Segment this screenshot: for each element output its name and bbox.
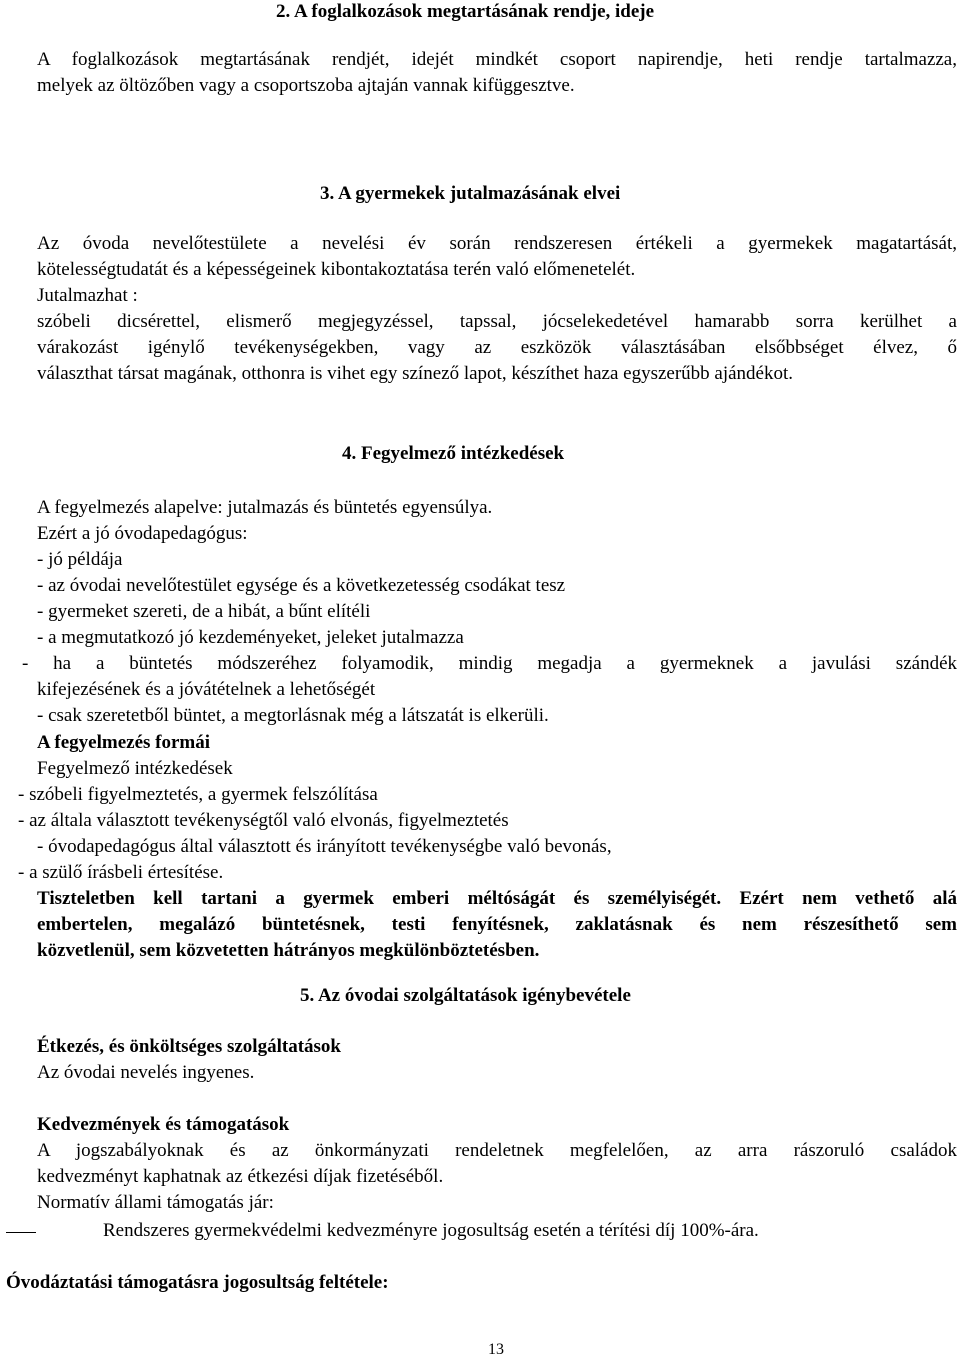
section-4-line-4: - az óvodai nevelőtestület egysége és a következetesség csodákat tesz [37, 575, 566, 596]
forms-line-3: - az általa választott tevékenységtől való elvonás, figyelmeztetés [18, 810, 509, 831]
section-3-line-3: Jutalmazhat : [37, 285, 138, 306]
discount-line-2: kedvezményt kaphatnak az étkezési díjak fizetéséből. [37, 1166, 444, 1187]
section-4-line-2: Ezért a jó óvodapedagógus: [37, 523, 248, 544]
bullet-text: Rendszeres gyermekvédelmi kedvezményre jogosultság esetén a térítési díj 100%-ára. [103, 1220, 759, 1241]
section-4-line-8: kifejezésének és a jóvátételnek a lehetőségét [37, 679, 376, 700]
discount-line-1: A jogszabályoknak és az önkormányzati rendeletnek megfelelően, az arra rászoruló családok [37, 1140, 957, 1161]
section-4-line-3: - jó példája [37, 549, 123, 570]
discount-heading: Kedvezmények és támogatások [37, 1114, 290, 1135]
forms-line-2: - szóbeli figyelmeztetés, a gyermek felszólítása [18, 784, 378, 805]
section-4-line-1: A fegyelmezés alapelve: jutalmazás és büntetés egyensúlya. [37, 497, 493, 518]
section-3-line-1: Az óvoda nevelőtestülete a nevelési év során rendszeresen értékeli a gyermekek magatartását, [37, 233, 957, 254]
dignity-line-1: Tiszteletben kell tartani a gyermek emberi méltóságát és személyiségét. Ezért nem vethető alá [37, 888, 957, 909]
section-4-heading: 4. Fegyelmező intézkedések [342, 443, 565, 464]
discount-line-3: Normatív állami támogatás jár: [37, 1192, 274, 1213]
page-number: 13 [488, 1341, 504, 1358]
meal-heading: Étkezés, és önköltséges szolgáltatások [37, 1036, 341, 1057]
section-3-line-2: kötelességtudatát és a képességeinek kibontakoztatása terén való előmenetelét. [37, 259, 636, 280]
section-4-line-5: - gyermeket szereti, de a hibát, a bűnt elítéli [37, 601, 371, 622]
forms-line-4: - óvodapedagógus által választott és irányított tevékenységbe való bevonás, [37, 836, 612, 857]
section-3-heading: 3. A gyermekek jutalmazásának elvei [320, 183, 621, 204]
section-4-line-7: - ha a büntetés módszeréhez folyamodik, mindig megadja a gyermeknek a javulási szándék [22, 653, 957, 674]
bullet-dash-icon [6, 1232, 36, 1233]
section-3-line-5: várakozást igénylő tevékenységekben, vagy az eszközök választásában elsőbbséget élvez, ő [37, 337, 957, 358]
final-heading: Óvodáztatási támogatásra jogosultság feltétele: [6, 1272, 389, 1293]
section-2-line-2: melyek az öltözőben vagy a csoportszoba ajtaján vannak kifüggesztve. [37, 75, 575, 96]
section-3-line-4: szóbeli dicsérettel, elismerő megjegyzéssel, tapssal, jócselekedetével hamarabb sorra kerülhet a [37, 311, 957, 332]
forms-line-5: - a szülő írásbeli értesítése. [18, 862, 224, 883]
meal-text: Az óvodai nevelés ingyenes. [37, 1062, 255, 1083]
section-2-heading: 2. A foglalkozások megtartásának rendje, ideje [276, 1, 655, 22]
forms-line-1: Fegyelmező intézkedések [37, 758, 233, 779]
section-3-line-6: választhat társat magának, otthonra is vihet egy színező lapot, készíthet haza egyszerűbb ajándékot. [37, 363, 794, 384]
dignity-line-2: embertelen, megalázó büntetésnek, testi fenyítésnek, zaklatásnak és nem részesíthető sem [37, 914, 957, 935]
forms-heading: A fegyelmezés formái [37, 732, 211, 753]
section-5-heading: 5. Az óvodai szolgáltatások igénybevétele [300, 985, 631, 1006]
section-4-line-6: - a megmutatkozó jó kezdeményeket, jeleket jutalmazza [37, 627, 464, 648]
dignity-line-3: közvetlenül, sem közvetetten hátrányos megkülönböztetésben. [37, 940, 540, 961]
section-4-line-9: - csak szeretetből büntet, a megtorlásnak még a látszatát is elkerüli. [37, 705, 549, 726]
section-2-line-1: A foglalkozások megtartásának rendjét, idejét mindkét csoport napirendje, heti rendje tartalmazza, [37, 49, 957, 70]
